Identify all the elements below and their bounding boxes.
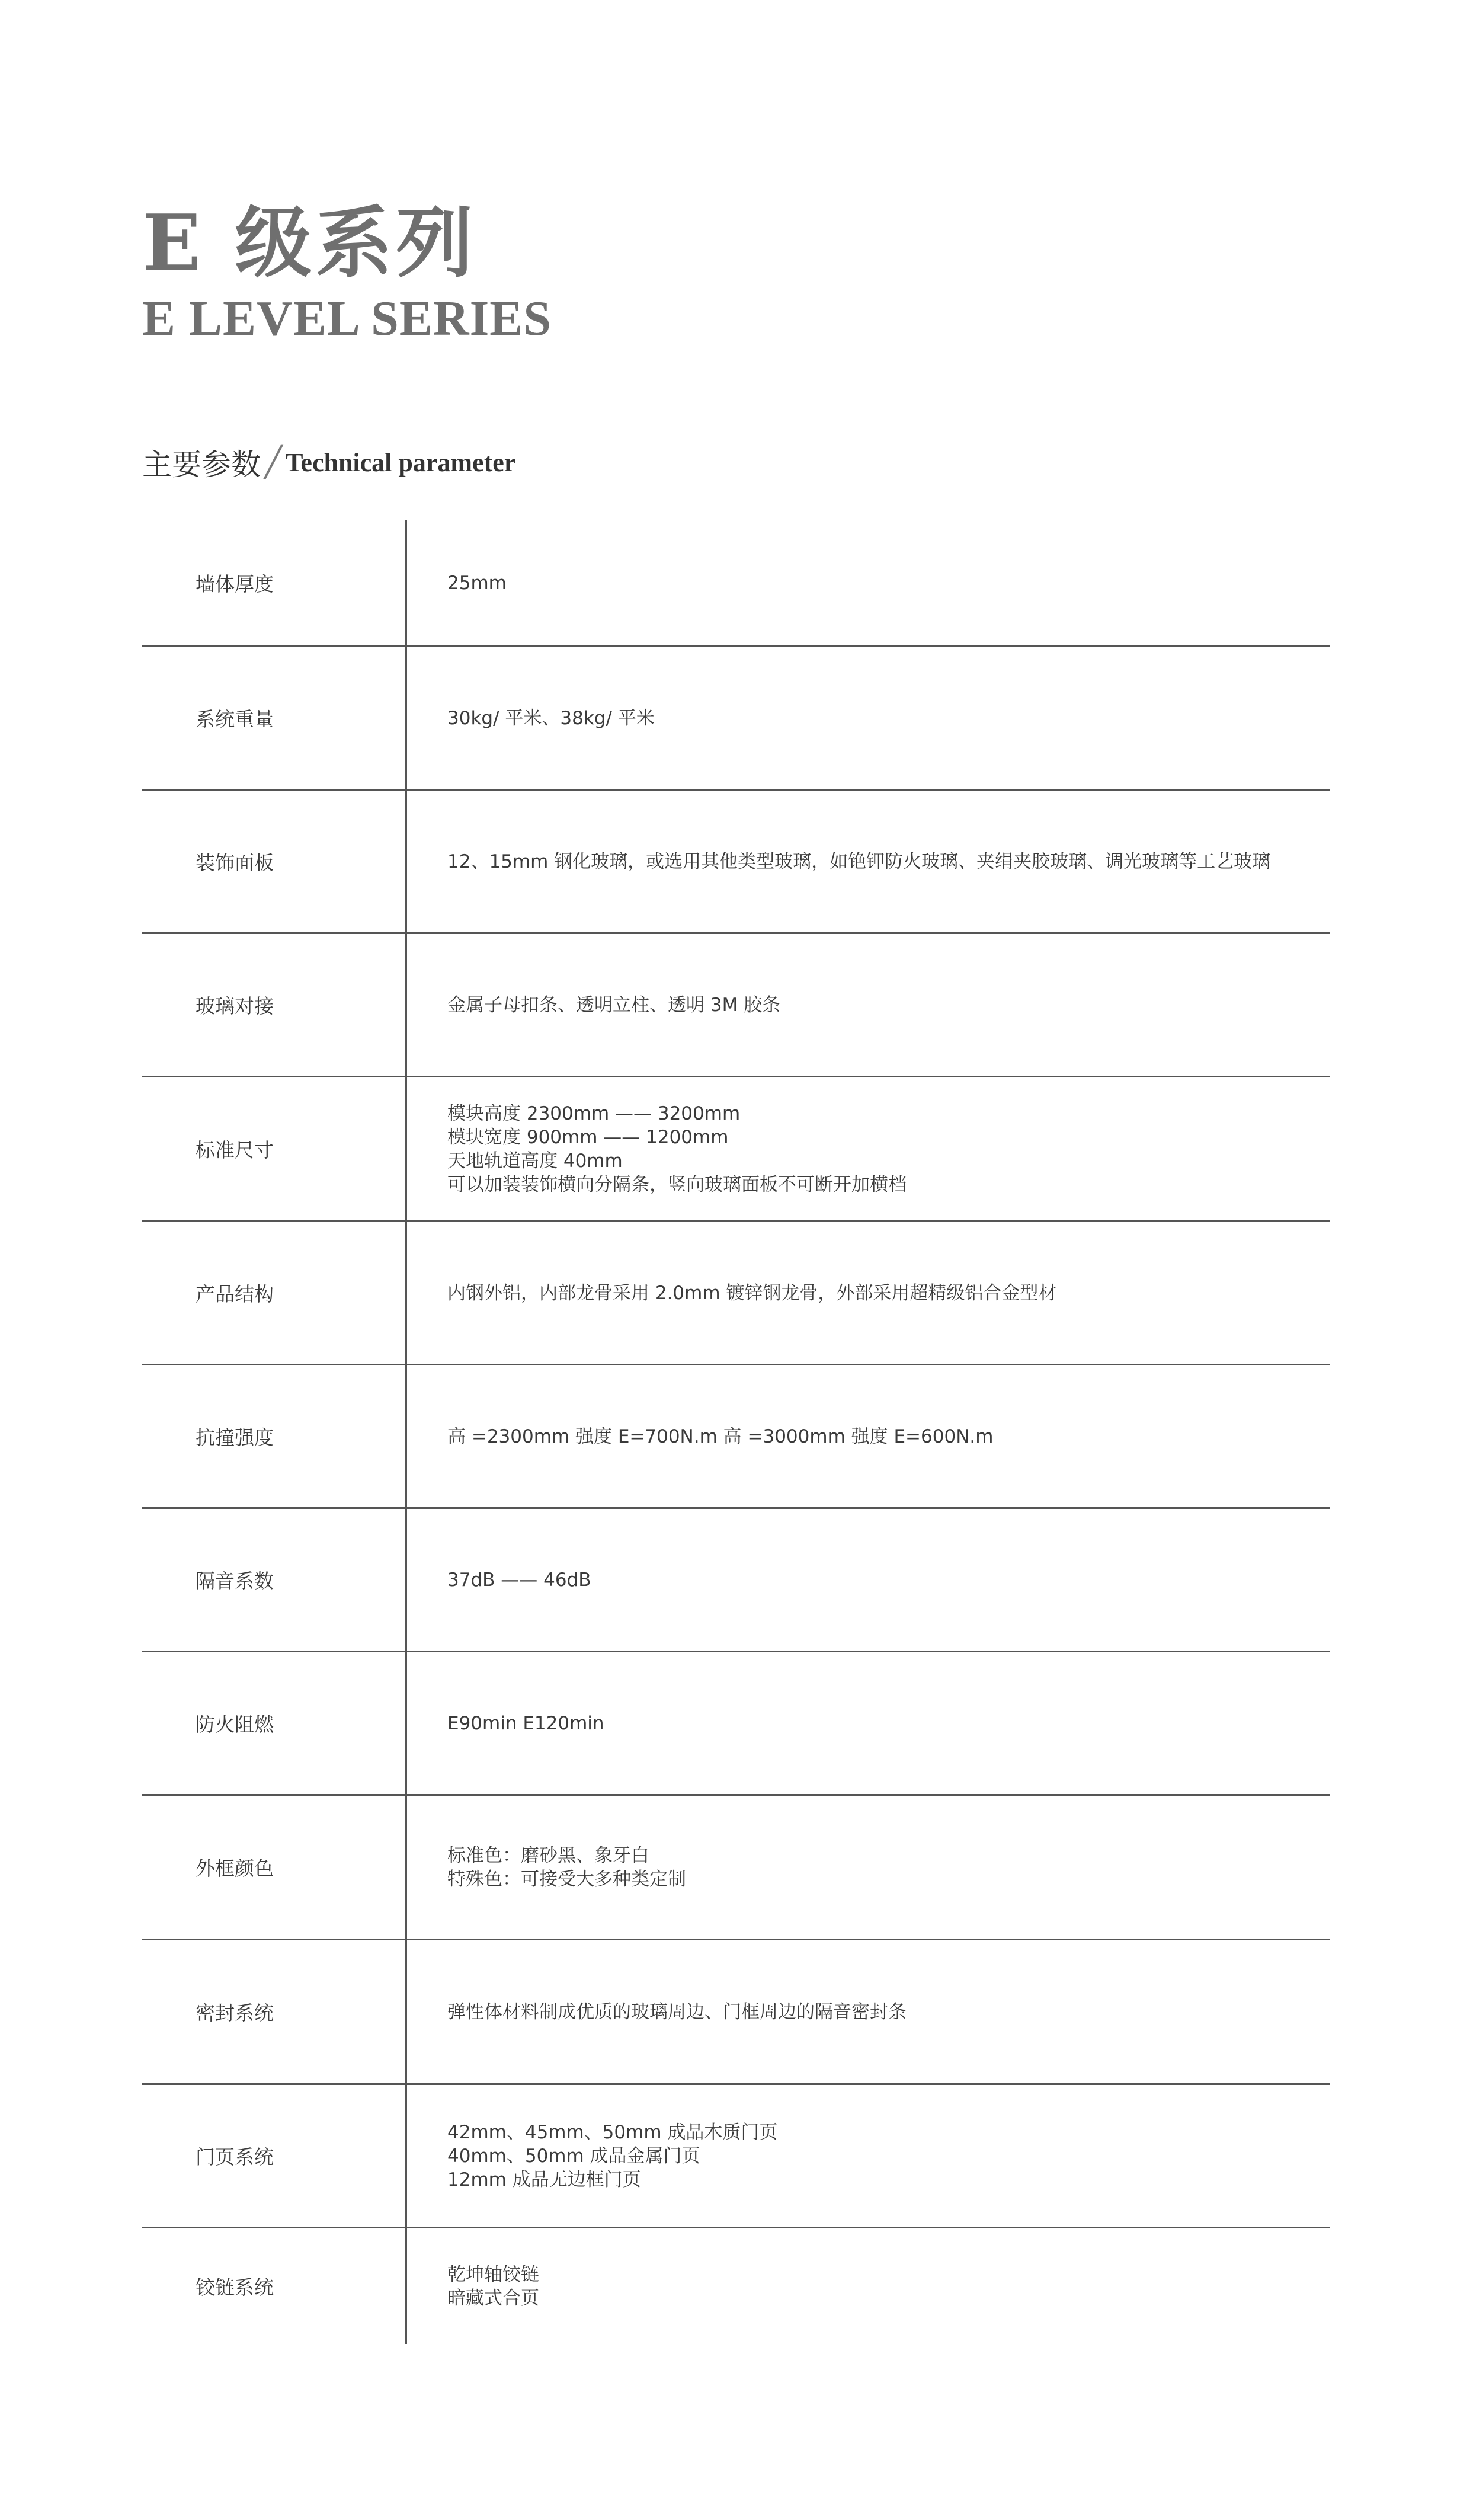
table-row (142, 1652, 1330, 1796)
parameter-value-line: 特殊色：可接受大多种类定制 (447, 1868, 686, 1890)
table-row (142, 934, 1330, 1077)
parameter-value-line: 模块高度 2300mm —— 3200mm (447, 1102, 741, 1124)
parameter-label: 铰链系统 (196, 2276, 274, 2299)
section-heading (142, 439, 515, 486)
parameter-value (405, 1425, 1330, 1448)
parameter-label: 隔音系数 (196, 1569, 274, 1592)
parameter-value-line: 乾坤轴铰链 (447, 2263, 539, 2285)
parameter-value-line: 12mm 成品无边框门页 (447, 2169, 641, 2190)
parameter-value-line: 标准色：磨砂黑、象牙白 (447, 1844, 649, 1866)
parameter-label: 墙体厚度 (196, 573, 274, 596)
parameter-value-line: 40mm、50mm 成品金属门页 (447, 2145, 700, 2167)
page-title-en: E LEVEL SERIES (142, 291, 552, 346)
parameter-label: 门页系统 (196, 2145, 274, 2169)
section-heading-separator: ╱ (264, 445, 283, 479)
table-row (142, 2085, 1330, 2228)
parameter-value (405, 2000, 1330, 2024)
parameter-label: 抗撞强度 (196, 1426, 274, 1449)
table-row (142, 1222, 1330, 1365)
parameter-label: 密封系统 (196, 2001, 274, 2025)
page-title-cn: E 级系列 (142, 197, 477, 288)
parameter-value-line: 30kg/ 平米、38kg/ 平米 (447, 707, 655, 729)
parameter-table (142, 520, 1330, 2344)
table-row (142, 1796, 1330, 1940)
table-row (142, 520, 1330, 647)
parameter-value (405, 1568, 1330, 1592)
parameter-label: 防火阻燃 (196, 1713, 274, 1736)
parameter-value (405, 1281, 1330, 1305)
parameter-value (405, 1102, 1330, 1197)
section-heading-en: Technical parameter (286, 447, 516, 477)
parameter-value-line: 可以加装装饰横向分隔条，竖向玻璃面板不可断开加横档 (447, 1173, 907, 1195)
table-row (142, 1509, 1330, 1652)
table-row (142, 2228, 1330, 2344)
parameter-value (405, 1844, 1330, 1891)
parameter-value (405, 706, 1330, 730)
parameter-value-line: 内钢外铝，内部龙骨采用 2.0mm 镀锌钢龙骨，外部采用超精级铝合金型材 (447, 1282, 1057, 1304)
table-row (142, 1940, 1330, 2085)
parameter-label: 外框颜色 (196, 1857, 274, 1880)
table-row (142, 1077, 1330, 1222)
parameter-value-line: 天地轨道高度 40mm (447, 1150, 623, 1172)
parameter-label: 装饰面板 (196, 851, 274, 874)
parameter-value-line: 弹性体材料制成优质的玻璃周边、门框周边的隔音密封条 (447, 2001, 907, 2023)
parameter-label: 玻璃对接 (196, 994, 274, 1018)
parameter-label: 系统重量 (196, 708, 274, 731)
parameter-value (405, 2121, 1330, 2192)
parameter-value-line: 42mm、45mm、50mm 成品木质门页 (447, 2121, 778, 2143)
parameter-label: 标准尺寸 (196, 1139, 274, 1162)
section-heading-cn: 主要参数 (142, 447, 261, 482)
table-row (142, 791, 1330, 934)
table-row (142, 647, 1330, 791)
table-row (142, 1365, 1330, 1509)
parameter-value-line: 暗藏式合页 (447, 2287, 539, 2309)
parameter-value (405, 850, 1330, 874)
parameter-value-line: 金属子母扣条、透明立柱、透明 3M 胶条 (447, 994, 781, 1016)
parameter-value-line: 25mm (447, 572, 507, 594)
parameter-value-line: E90min E120min (447, 1712, 604, 1734)
parameter-value (405, 993, 1330, 1017)
parameter-value (405, 1712, 1330, 1735)
parameter-value-line: 12、15mm 钢化玻璃，或选用其他类型玻璃，如铯钾防火玻璃、夹绢夹胶玻璃、调光玻璃等工艺玻璃 (447, 850, 1271, 872)
parameter-value-line: 模块宽度 900mm —— 1200mm (447, 1126, 729, 1148)
parameter-value-line: 高 =2300mm 强度 E=700N.m 高 =3000mm 强度 E=600N.m (447, 1425, 994, 1447)
parameter-value (405, 571, 1330, 595)
parameter-label: 产品结构 (196, 1283, 274, 1306)
parameter-value-line: 37dB —— 46dB (447, 1569, 591, 1591)
parameter-value (405, 2263, 1330, 2310)
